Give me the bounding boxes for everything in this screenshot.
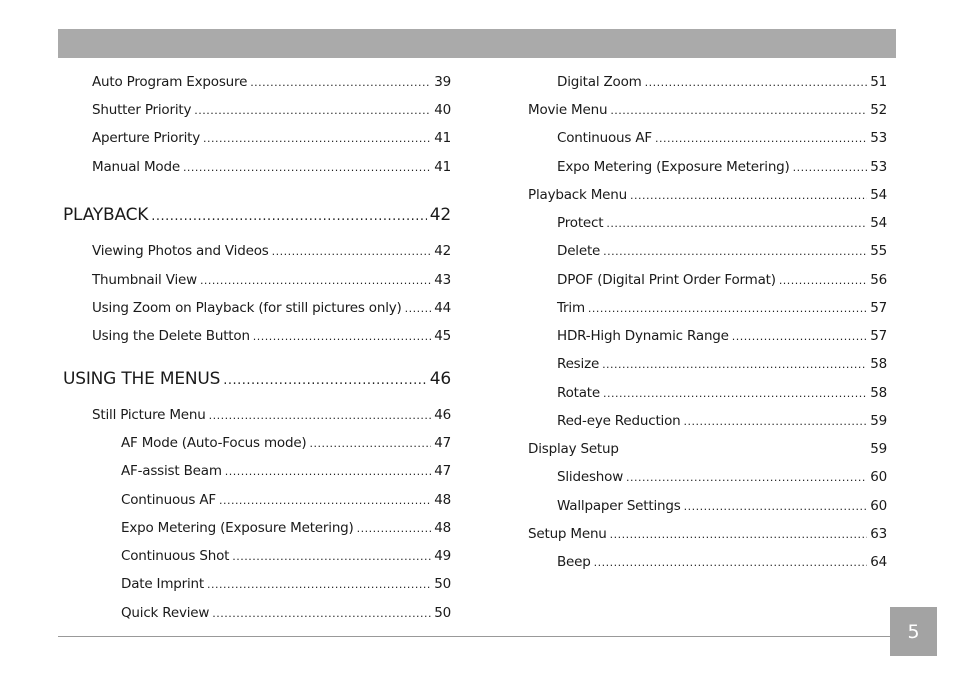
toc-leader-dots <box>225 465 431 478</box>
toc-entry-page: 51 <box>870 74 887 90</box>
toc-entry[interactable] <box>557 328 887 344</box>
toc-leader-dots <box>610 528 868 541</box>
toc-leader-dots <box>310 437 432 450</box>
toc-leader-dots <box>630 189 867 202</box>
toc-entry-title: AF Mode (Auto-Focus mode) <box>121 435 307 451</box>
toc-entry-title: Expo Metering (Exposure Metering) <box>557 159 790 175</box>
toc-entry[interactable] <box>557 130 887 146</box>
toc-leader-dots <box>594 556 868 569</box>
toc-entry-title: Resize <box>557 356 600 372</box>
toc-entry[interactable] <box>121 492 451 508</box>
toc-entry-title: Setup Menu <box>528 526 607 542</box>
toc-entry-page: 41 <box>434 130 451 146</box>
toc-entry[interactable] <box>92 159 451 175</box>
toc-entry-page: 57 <box>870 328 887 344</box>
toc-leader-dots <box>223 373 427 388</box>
toc-entry-title: AF-assist Beam <box>121 463 222 479</box>
toc-leader-dots <box>603 245 867 258</box>
toc-entry-page: 48 <box>434 520 451 536</box>
toc-entry-title: Continuous Shot <box>121 548 230 564</box>
toc-entry-page: 54 <box>870 215 887 231</box>
toc-entry-page: 42 <box>429 205 451 225</box>
toc-entry-page: 42 <box>434 243 451 259</box>
toc-entry[interactable] <box>528 441 887 457</box>
toc-entry[interactable] <box>92 407 451 423</box>
toc-leader-dots <box>200 274 431 287</box>
toc-entry-page: 59 <box>870 441 887 457</box>
toc-entry[interactable] <box>121 576 451 592</box>
toc-entry-title: Trim <box>557 300 585 316</box>
toc-entry-title: Continuous AF <box>121 492 216 508</box>
toc-leader-dots <box>183 161 431 174</box>
toc-leader-dots <box>732 330 867 343</box>
toc-entry[interactable] <box>528 526 887 542</box>
toc-leader-dots <box>405 302 432 315</box>
toc-leader-dots <box>253 330 431 343</box>
toc-entry-title: Expo Metering (Exposure Metering) <box>121 520 354 536</box>
toc-entry-page: 47 <box>434 463 451 479</box>
toc-entry-title: Red-eye Reduction <box>557 413 681 429</box>
toc-leader-dots <box>645 76 868 89</box>
toc-leader-dots <box>212 607 431 620</box>
toc-leader-dots <box>203 132 431 145</box>
toc-entry-title: Viewing Photos and Videos <box>92 243 269 259</box>
toc-leader-dots <box>357 522 432 535</box>
toc-leader-dots <box>272 245 432 258</box>
toc-entry[interactable] <box>557 300 887 316</box>
toc-entry[interactable] <box>557 413 887 429</box>
toc-entry-title: Date Imprint <box>121 576 205 592</box>
toc-entry-title: Digital Zoom <box>557 74 642 90</box>
toc-leader-dots <box>219 494 431 507</box>
header-bar <box>58 29 896 58</box>
toc-leader-dots <box>606 217 867 230</box>
toc-entry[interactable] <box>557 356 887 372</box>
toc-entry-title: Slideshow <box>557 469 624 485</box>
toc-entry-title: Shutter Priority <box>92 102 192 118</box>
toc-entry-page: 60 <box>870 469 887 485</box>
page-number: 5 <box>907 620 920 643</box>
toc-entry[interactable] <box>92 300 451 316</box>
toc-entry-page: 46 <box>429 369 451 389</box>
toc-entry[interactable] <box>557 272 887 288</box>
toc-entry-title: Auto Program Exposure <box>92 74 248 90</box>
toc-leader-dots <box>151 209 427 224</box>
toc-entry-page: 59 <box>870 413 887 429</box>
toc-entry[interactable] <box>121 520 451 536</box>
toc-entry-title: Wallpaper Settings <box>557 498 681 514</box>
toc-entry-title: Movie Menu <box>528 102 608 118</box>
toc-entry-title: Using Zoom on Playback (for still pictures only) <box>92 300 402 316</box>
toc-entry[interactable] <box>121 605 451 621</box>
toc-entry[interactable] <box>92 243 451 259</box>
toc-entry-title: Manual Mode <box>92 159 180 175</box>
toc-leader-dots <box>207 578 431 591</box>
toc-entry-page: 58 <box>870 356 887 372</box>
toc-entry[interactable] <box>121 463 451 479</box>
toc-leader-dots <box>779 274 867 287</box>
toc-entry-page: 47 <box>434 435 451 451</box>
toc-entry-page: 39 <box>434 74 451 90</box>
toc-leader-dots <box>610 104 867 117</box>
toc-entry-page: 56 <box>870 272 887 288</box>
toc-entry-page: 54 <box>870 187 887 203</box>
toc-leader-dots <box>684 500 868 513</box>
toc-leader-dots <box>603 387 867 400</box>
toc-entry-title: HDR-High Dynamic Range <box>557 328 729 344</box>
toc-entry-title: Thumbnail View <box>92 272 197 288</box>
toc-entry[interactable] <box>92 130 451 146</box>
footer-rule <box>58 636 890 637</box>
toc-entry-page: 45 <box>434 328 451 344</box>
toc-entry[interactable] <box>557 215 887 231</box>
toc-entry-page: 55 <box>870 243 887 259</box>
toc-entry-title: Aperture Priority <box>92 130 201 146</box>
toc-entry[interactable] <box>92 272 451 288</box>
toc-entry-title: Delete <box>557 243 601 259</box>
toc-entry-page: 46 <box>434 407 451 423</box>
toc-entry-page: 53 <box>870 130 887 146</box>
toc-entry-title: Beep <box>557 554 591 570</box>
toc-leader-dots <box>194 104 431 117</box>
toc-entry[interactable] <box>121 435 451 451</box>
toc-section-entry[interactable] <box>63 369 451 389</box>
toc-leader-dots <box>588 302 867 315</box>
toc-leader-dots <box>684 415 868 428</box>
toc-entry-page: 63 <box>870 526 887 542</box>
toc-entry-page: 64 <box>870 554 887 570</box>
toc-entry-title: Still Picture Menu <box>92 407 206 423</box>
toc-entry-title: PLAYBACK <box>63 205 149 225</box>
toc-leader-dots <box>209 409 432 422</box>
toc-leader-dots <box>626 471 867 484</box>
toc-entry[interactable] <box>557 159 887 175</box>
toc-entry[interactable] <box>528 102 887 118</box>
toc-entry-title: USING THE MENUS <box>63 369 221 389</box>
toc-entry-page: 50 <box>434 605 451 621</box>
toc-entry-title: Continuous AF <box>557 130 652 146</box>
toc-entry-page: 44 <box>434 300 451 316</box>
toc-entry-page: 50 <box>434 576 451 592</box>
toc-entry[interactable] <box>92 328 451 344</box>
toc-leader-dots <box>232 550 431 563</box>
toc-entry-title: Display Setup <box>528 441 619 457</box>
toc-entry-title: Playback Menu <box>528 187 627 203</box>
toc-entry[interactable] <box>557 243 887 259</box>
toc-entry[interactable] <box>92 74 451 90</box>
toc-section-entry[interactable] <box>63 205 451 225</box>
toc-entry[interactable] <box>121 548 451 564</box>
toc-entry-page: 53 <box>870 159 887 175</box>
toc-entry[interactable] <box>528 187 887 203</box>
toc-entry[interactable] <box>92 102 451 118</box>
toc-entry-title: DPOF (Digital Print Order Format) <box>557 272 776 288</box>
toc-entry-page: 49 <box>434 548 451 564</box>
toc-entry-page: 43 <box>434 272 451 288</box>
toc-leader-dots <box>793 161 868 174</box>
toc-entry[interactable] <box>557 469 887 485</box>
toc-leader-dots <box>655 132 867 145</box>
toc-leader-dots <box>250 76 431 89</box>
toc-entry-page: 41 <box>434 159 451 175</box>
toc-entry[interactable] <box>557 498 887 514</box>
toc-entry-page: 58 <box>870 385 887 401</box>
toc-entry-page: 48 <box>434 492 451 508</box>
toc-entry[interactable] <box>557 554 887 570</box>
toc-entry-page: 60 <box>870 498 887 514</box>
toc-entry-page: 57 <box>870 300 887 316</box>
page-number-badge <box>890 607 937 656</box>
toc-entry-title: Rotate <box>557 385 600 401</box>
toc-leader-dots <box>602 358 867 371</box>
toc-entry-title: Using the Delete Button <box>92 328 250 344</box>
toc-entry-page: 40 <box>434 102 451 118</box>
toc-entry-title: Protect <box>557 215 604 231</box>
toc-entry[interactable] <box>557 385 887 401</box>
toc-entry-title: Quick Review <box>121 605 210 621</box>
toc-entry-page: 52 <box>870 102 887 118</box>
toc-entry[interactable] <box>557 74 887 90</box>
